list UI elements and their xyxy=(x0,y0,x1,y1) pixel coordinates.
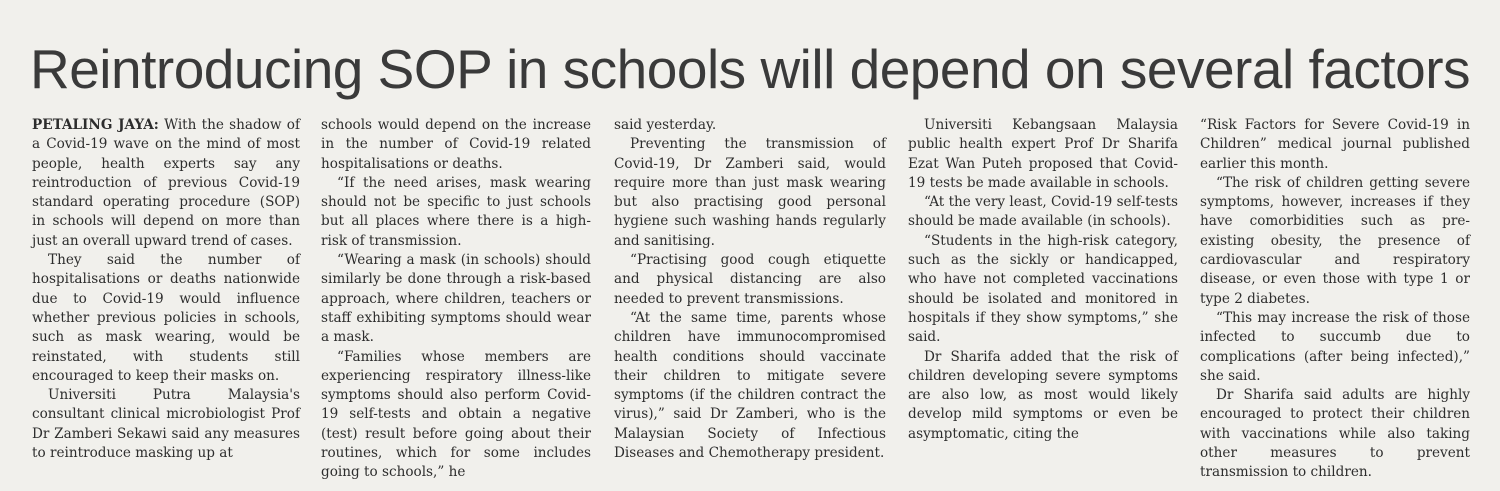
paragraph: “Students in the high-risk category, such as the sickly or handicapped, who have not completed vaccinations should be isolated and monitored in hospitals if they show symptoms,” she said. xyxy=(908,232,1178,346)
paragraph: They said the number of hospitalisations or deaths nationwide due to Covid-19 would influence whether previous policies in schools, such as mask wearing, would be reinstated, with students still encouraged to keep their masks on. xyxy=(32,252,300,384)
paragraph-text: With the shadow of a Covid-19 wave on the mind of most people, health experts say any reintroduction of previous Covid-19 standard operating procedure (SOP) in schools will depend on more than just an overall upward trend of cases. xyxy=(32,117,300,249)
paragraph: Dr Sharifa added that the risk of children developing severe symptoms are also low, as most would likely develop mild symptoms or even be asymptomatic, citing the xyxy=(908,348,1178,442)
paragraph: Universiti Kebangsaan Malaysia public health expert Prof Dr Sharifa Ezat Wan Puteh proposed that Covid-19 tests be made available in schools. xyxy=(908,117,1178,191)
lead-paragraph xyxy=(32,116,300,251)
paragraph: Dr Sharifa said adults are highly encouraged to protect their children with vaccinations while also taking other measures to prevent transmission to children. xyxy=(1200,387,1470,481)
paragraph-continued: schools would depend on the increase in the number of Covid-19 related hospitalisations or deaths. xyxy=(321,117,591,172)
paragraph: Preventing the transmission of Covid-19, Dr Zamberi said, would require more than just mask wearing but also practising good personal hygiene such washing hands regularly and sanitising. xyxy=(614,136,886,249)
article-column-3 xyxy=(614,116,886,463)
paragraph: “If the need arises, mask wearing should not be specific to just schools but all places where there is a high-risk of transmission. xyxy=(321,174,591,249)
paragraph-continued: said yesterday. xyxy=(614,117,717,133)
article-column-5 xyxy=(1200,116,1470,483)
paragraph: “Families whose members are experiencing respiratory illness-like symptoms should also perform Covid-19 self-tests and obtain a negative (test) result before going about their routines, which for some includes going to schools,” he xyxy=(321,348,591,481)
paragraph: “At the very least, Covid-19 self-tests should be made available (in schools). xyxy=(908,194,1178,230)
paragraph: “This may increase the risk of those infected to succumb due to complications (after being infected),” she said. xyxy=(1200,309,1470,384)
dateline: PETALING JAYA: xyxy=(32,117,159,133)
article-column-2 xyxy=(321,116,591,483)
paragraph-continued: “Risk Factors for Severe Covid-19 in Children” medical journal published earlier this month. xyxy=(1200,117,1470,172)
paragraph: Universiti Putra Malaysia's consultant clinical microbiologist Prof Dr Zamberi Sekawi said any measures to reintroduce masking up at xyxy=(32,387,300,462)
paragraph: “At the same time, parents whose children have immunocompromised health conditions should vaccinate their children to mitigate severe symptoms (if the children contract the virus),” said Dr Zamberi, who is the Malaysian Society of Infectious Diseases and Chemotherapy president. xyxy=(614,309,886,462)
paragraph: “Wearing a mask (in schools) should similarly be done through a risk-based approach, where children, teachers or staff exhibiting symptoms should wear a mask. xyxy=(321,252,591,346)
paragraph: “The risk of children getting severe symptoms, however, increases if they have comorbidities such as pre-existing obesity, the presence of cardiovascular and respiratory disease, or even those with type 1 or type 2 diabetes. xyxy=(1200,174,1470,307)
article-column-1 xyxy=(32,116,300,463)
headline: Reintroducing SOP in schools will depend on several factors xyxy=(30,38,1471,100)
article-column-4 xyxy=(908,116,1178,444)
paragraph: “Practising good cough etiquette and physical distancing are also needed to prevent transmissions. xyxy=(614,252,886,307)
